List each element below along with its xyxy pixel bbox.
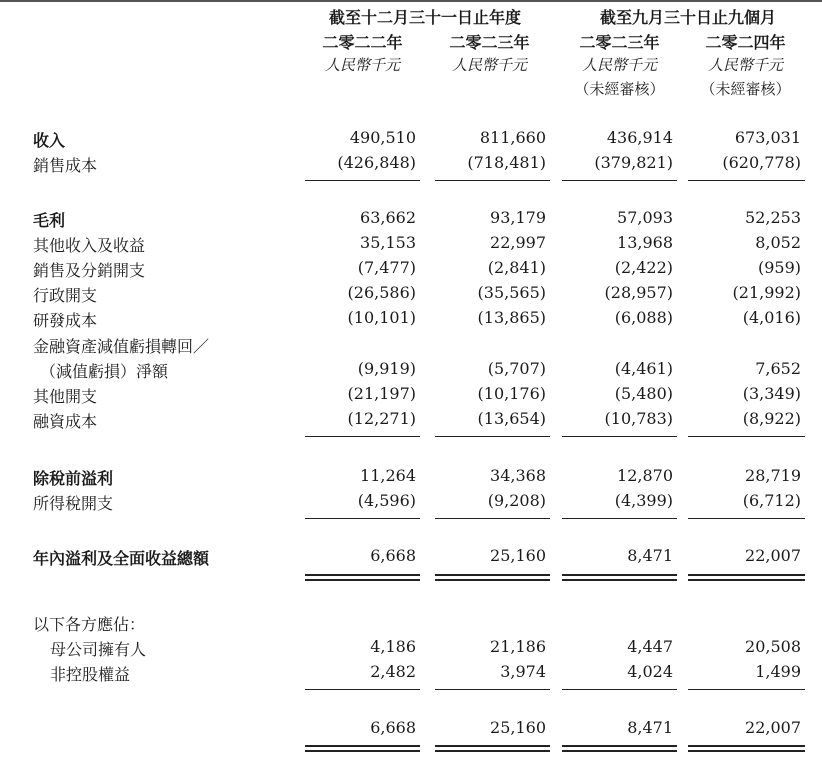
subtotal-rule [305,689,420,690]
double-rule [305,574,420,576]
table-cell: 8,471 [627,718,673,737]
table-cell: 21,186 [490,637,546,656]
table-cell: 25,160 [490,718,546,737]
table-cell: 57,093 [617,208,673,227]
table-cell: 6,668 [370,718,416,737]
table-cell: (2,841) [487,258,546,277]
header-year-col2: 二零二三年 [449,33,530,52]
table-cell: 4,447 [627,637,673,656]
table-cell: 6,668 [370,546,416,565]
table-cell: 22,997 [490,233,546,252]
table-cell: 2,482 [370,662,416,681]
table-cell: (21,992) [732,283,801,302]
double-rule [435,574,550,576]
table-cell: 12,870 [617,466,673,485]
table-cell: 93,179 [490,208,546,227]
subtotal-rule [562,518,677,519]
table-cell: 673,031 [734,128,801,147]
table-cell: (5,707) [487,359,546,378]
header-unit-col3: 人民幣千元 [581,56,657,74]
row-label-impairment-line1: 金融資產減值虧損轉回／ [33,337,210,356]
row-label-profit-before-tax: 除稅前溢利 [33,469,114,488]
table-cell: 28,719 [745,466,801,485]
row-label-non-controlling: 非控股權益 [50,665,131,684]
subtotal-rule [305,436,420,437]
row-label-owners-of-parent: 母公司擁有人 [50,640,147,659]
row-label-impairment-line2: （減值虧損）淨額 [40,362,169,381]
top-border [0,0,822,2]
table-cell: 20,508 [745,637,801,656]
double-rule [688,745,805,747]
double-rule [688,574,805,576]
table-cell: 63,662 [360,208,416,227]
table-cell: 52,253 [745,208,801,227]
subtotal-rule [688,689,805,690]
table-cell: (13,654) [477,409,546,428]
table-cell: (718,481) [467,153,546,172]
table-cell: (6,088) [614,308,673,327]
row-label-admin-expenses: 行政開支 [33,286,98,305]
table-cell: 25,160 [490,546,546,565]
double-rule [435,745,550,747]
table-cell: (426,848) [337,153,416,172]
table-cell: (9,208) [487,491,546,510]
table-cell: (21,197) [347,384,416,403]
table-cell: 22,007 [745,718,801,737]
double-rule [305,745,420,747]
table-cell: (2,422) [614,258,673,277]
double-rule [562,579,677,581]
table-cell: 8,471 [627,546,673,565]
table-cell: (13,865) [477,308,546,327]
table-cell: (4,596) [357,491,416,510]
table-cell: (9,919) [357,359,416,378]
subtotal-rule [305,518,420,519]
row-label-attributable-to: 以下各方應佔： [33,615,146,634]
header-group-nine-months: 截至九月三十日止九個月 [599,8,776,27]
table-cell: (5,480) [614,384,673,403]
subtotal-rule [435,180,550,181]
table-cell: 811,660 [479,128,546,147]
table-cell: 490,510 [349,128,416,147]
table-cell: 1,499 [755,662,801,681]
header-audit-col4: （未經審核） [700,80,791,98]
row-label-total-comprehensive-income: 年內溢利及全面收益總額 [33,549,210,568]
table-cell: (379,821) [594,153,673,172]
double-rule [562,745,677,747]
header-unit-col4: 人民幣千元 [707,56,783,74]
table-cell: 8,052 [755,233,801,252]
subtotal-rule [562,180,677,181]
subtotal-rule [688,436,805,437]
table-cell: 4,024 [627,662,673,681]
header-unit-col2: 人民幣千元 [451,56,527,74]
double-rule [688,579,805,581]
double-rule [305,579,420,581]
table-cell: (7,477) [357,258,416,277]
row-label-selling-expenses: 銷售及分銷開支 [33,261,146,280]
table-cell: (10,783) [604,409,673,428]
table-cell: (3,349) [742,384,801,403]
subtotal-rule [305,180,420,181]
table-cell: 7,652 [755,359,801,378]
header-group-annual: 截至十二月三十一日止年度 [328,8,521,27]
subtotal-rule [562,436,677,437]
table-cell: (4,016) [742,308,801,327]
table-cell: (10,176) [477,384,546,403]
table-cell: (8,922) [742,409,801,428]
subtotal-rule [688,180,805,181]
table-cell: 34,368 [490,466,546,485]
row-label-gross-profit: 毛利 [33,211,66,230]
subtotal-rule [435,436,550,437]
table-cell: 4,186 [370,637,416,656]
table-cell: 3,974 [500,662,546,681]
table-cell: (28,957) [604,283,673,302]
subtotal-rule [435,689,550,690]
table-cell: 13,968 [617,233,673,252]
header-year-col4: 二零二四年 [705,33,786,52]
row-label-other-expenses: 其他開支 [33,387,98,406]
table-cell: 11,264 [360,466,416,485]
table-cell: (620,778) [722,153,801,172]
header-audit-col3: （未經審核） [574,80,665,98]
subtotal-rule [688,518,805,519]
double-rule [305,750,420,752]
header-year-col3: 二零二三年 [579,33,660,52]
double-rule [435,579,550,581]
double-rule [562,750,677,752]
row-label-cost-of-sales: 銷售成本 [33,156,98,175]
row-label-revenue: 收入 [33,131,66,150]
table-cell: (26,586) [347,283,416,302]
subtotal-rule [435,518,550,519]
double-rule [435,750,550,752]
header-year-col1: 二零二二年 [322,33,403,52]
table-cell: 22,007 [745,546,801,565]
row-label-income-tax: 所得稅開支 [33,494,114,513]
table-cell: (35,565) [477,283,546,302]
table-cell: (4,399) [614,491,673,510]
double-rule [562,574,677,576]
table-cell: (959) [757,258,801,277]
header-unit-col1: 人民幣千元 [324,56,400,74]
double-rule [688,750,805,752]
row-label-other-income: 其他收入及收益 [33,236,146,255]
row-label-finance-costs: 融資成本 [33,412,98,431]
row-label-rnd-costs: 研發成本 [33,311,98,330]
table-cell: 35,153 [360,233,416,252]
table-cell: 436,914 [606,128,673,147]
table-cell: (4,461) [614,359,673,378]
table-cell: (6,712) [742,491,801,510]
table-cell: (10,101) [347,308,416,327]
table-cell: (12,271) [347,409,416,428]
subtotal-rule [562,689,677,690]
